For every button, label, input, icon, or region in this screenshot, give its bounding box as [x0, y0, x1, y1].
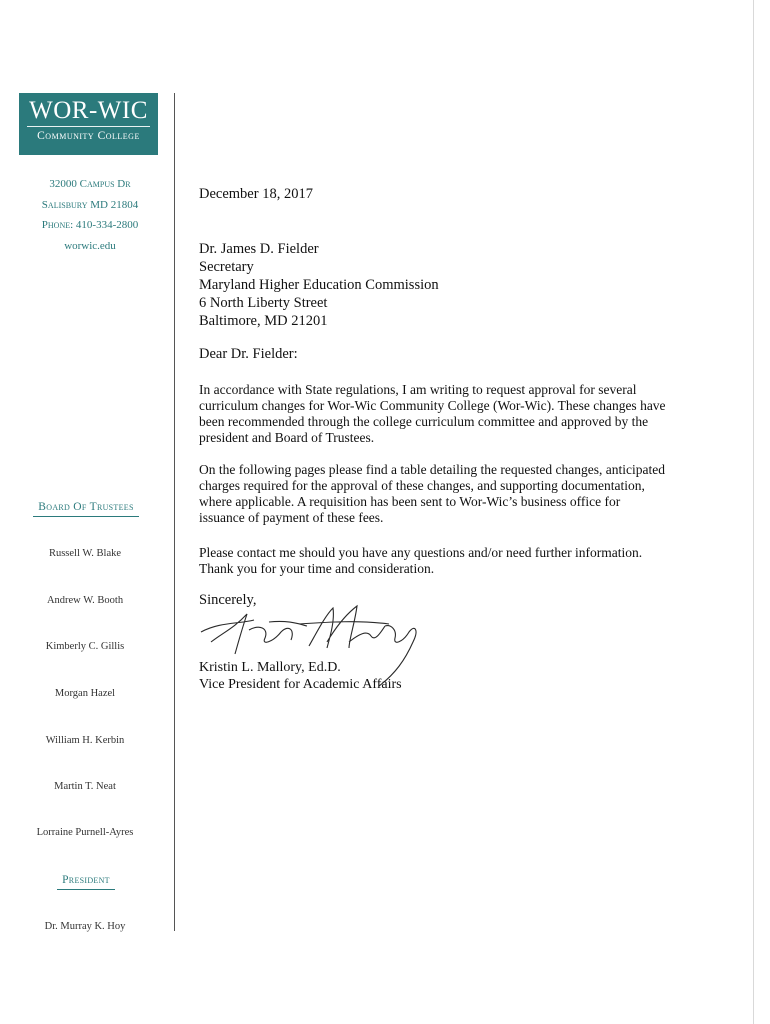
closing: Sincerely,	[199, 592, 257, 608]
salutation: Dear Dr. Fielder:	[199, 346, 298, 362]
president-heading: President	[26, 874, 146, 890]
trustee-name: Andrew W. Booth	[46, 595, 124, 606]
address-line1: 32000 Campus Dr	[49, 178, 131, 190]
address-line2: Salisbury MD 21804	[41, 198, 139, 211]
recipient-street: 6 North Liberty Street	[199, 295, 328, 311]
logo-name: WOR-WIC	[29, 97, 148, 124]
recipient-organization: Maryland Higher Education Commission	[199, 277, 439, 293]
logo-rule	[27, 126, 150, 127]
phone-number: Phone: 410-334-2800	[41, 219, 139, 231]
signer-name: Kristin L. Mallory, Ed.D.	[199, 660, 341, 675]
recipient-address	[199, 240, 439, 330]
trustee-name: Martin T. Neat	[54, 781, 116, 792]
college-logo	[19, 93, 158, 155]
sidebar-divider	[174, 93, 175, 931]
letter-date: December 18, 2017	[199, 186, 313, 202]
president-name: Dr. Murray K. Hoy	[44, 921, 126, 932]
logo-subtitle: Community College	[37, 130, 140, 142]
trustee-name: William H. Kerbin	[45, 735, 125, 746]
signer-title: Vice President for Academic Affairs	[199, 677, 402, 692]
signer-block	[199, 659, 402, 693]
letterhead-sidebar	[0, 0, 176, 1024]
body-paragraph: In accordance with State regulations, I am writing to request approval for several curriculum changes for Wor-Wic Community College (Wor-Wic). These changes have been recommended through the college curriculum committee and approved by the president and Board of Trustees.	[199, 382, 666, 445]
board-heading: Board Of Trustees	[26, 501, 146, 517]
recipient-title: Secretary	[199, 259, 254, 275]
trustee-name: Russell W. Blake	[48, 548, 122, 559]
body-paragraph: Please contact me should you have any questions and/or need further information. Thank you for your time and consideration.	[199, 545, 643, 576]
scan-edge	[753, 0, 754, 1024]
body-paragraph: On the following pages please find a table detailing the requested changes, anticipated charges required for the approval of these changes, and supporting documentation, where applicable. A requisition has been sent to Wor-Wic’s business office for issuance of payment of these fees.	[199, 462, 665, 525]
college-address	[30, 174, 150, 256]
trustee-name: Kimberly C. Gillis	[45, 641, 125, 652]
recipient-name: Dr. James D. Fielder	[199, 241, 319, 257]
trustee-name: Morgan Hazel	[54, 688, 116, 699]
recipient-city: Baltimore, MD 21201	[199, 313, 328, 329]
trustee-name: Lorraine Purnell-Ayres	[36, 827, 134, 838]
website: worwic.edu	[64, 239, 116, 252]
